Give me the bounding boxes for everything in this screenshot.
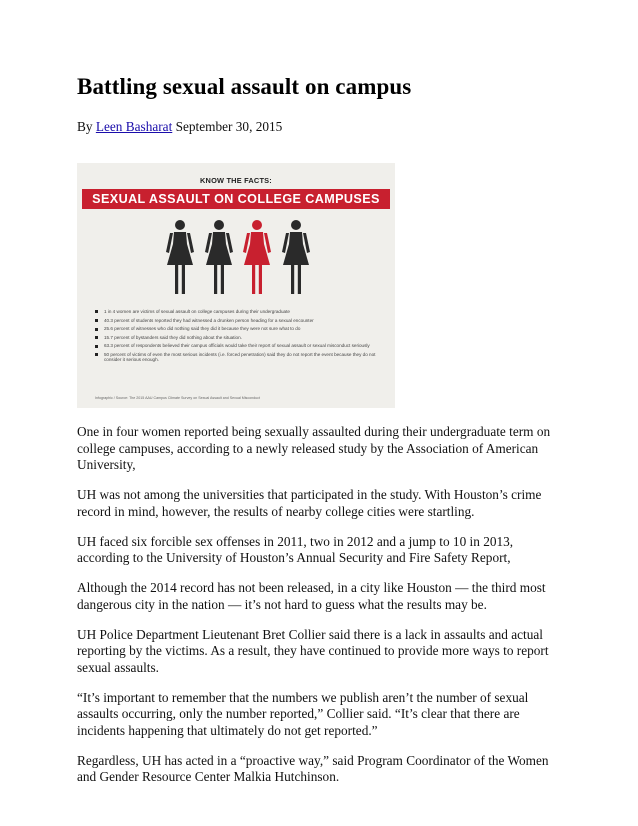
women-figures-illustration — [77, 219, 395, 299]
infographic-image — [77, 163, 395, 408]
paragraph: UH was not among the universities that participated in the study. With Houston’s crime record in mind, however, the results of nearby college cities were startling. — [77, 487, 542, 519]
paragraph: “It’s important to remember that the numbers we publish aren’t the number of sexual assaults occurring, only the number reported,” Collier said. “It’s clear that there are incidents happening that ultimately do not get reported.” — [77, 689, 529, 738]
fact-text: 15.7 percent of bystanders said they did nothing about the situation. — [104, 334, 242, 340]
paragraph: UH faced six forcible sex offenses in 2011, two in 2012 and a jump to 10 in 2013, according to the University of Houston’s Annual Security and Fire Safety Report, — [77, 533, 514, 566]
woman-figure-icon — [205, 220, 233, 294]
byline-prefix: By — [77, 119, 96, 134]
fact-item — [95, 343, 387, 348]
woman-figure-icon — [243, 220, 271, 294]
bullet-icon — [95, 336, 98, 339]
paragraph: One in four women reported being sexually assaulted during their undergraduate term on college campuses, according to a newly released study by the Association of American University, — [77, 424, 551, 473]
publish-date: September 30, 2015 — [172, 119, 283, 134]
fact-text: 1 in 4 women are victims of sexual assault on college campuses during their undergraduate — [104, 309, 290, 314]
paragraph: Regardless, UH has acted in a “proactive way,” said Program Coordinator of the Women and Gender Resource Center Malkia Hutchinson. — [77, 752, 549, 785]
paragraph: Although the 2014 record has not been released, in a city like Houston — the third most dangerous city in the nation — it’s not hard to guess what the results may be. — [77, 580, 546, 612]
paragraph: UH Police Department Lieutenant Bret Collier said there is a lack in assaults and actual reporting by the victims. As a result, they have continued to provide more ways to report sexual assaults. — [77, 626, 549, 675]
bullet-icon — [95, 353, 98, 356]
fact-item — [95, 318, 387, 323]
infographic-banner: SEXUAL ASSAULT ON COLLEGE CAMPUSES — [82, 189, 390, 209]
fact-item — [95, 309, 387, 314]
fact-text: 25.6 percent of witnesses who did nothing said they did it because they were not sure what to do — [104, 326, 301, 332]
article-body — [77, 424, 567, 799]
infographic-facts-list — [95, 309, 387, 366]
bullet-icon — [95, 310, 98, 313]
infographic-source: Infographic / Source: The 2015 AAU Campus Climate Survey on Sexual Assault and Sexual Misconduct — [95, 396, 260, 400]
byline — [77, 119, 282, 135]
fact-text: 50 percent of victims of even the most serious incidents (i.e. forced penetration) said they do not report the event because they do not consider it serious enough. — [104, 351, 376, 363]
fact-text: 40.3 percent of students reported they had witnessed a drunken person heading for a sexual encounter — [104, 317, 314, 323]
fact-text: 63.3 percent of respondents believed their campus officials would take their report of sexual assault or sexual misconduct seriously — [104, 343, 370, 349]
infographic-kicker: KNOW THE FACTS: — [200, 176, 272, 185]
fact-item — [95, 352, 387, 363]
fact-item — [95, 335, 387, 340]
bullet-icon — [95, 319, 98, 322]
woman-figure-icon — [282, 220, 310, 294]
fact-item — [95, 326, 387, 331]
bullet-icon — [95, 328, 98, 331]
article-title: Battling sexual assault on campus — [77, 74, 412, 99]
woman-figure-icon — [166, 220, 194, 294]
author-link[interactable]: Leen Basharat — [95, 119, 173, 134]
bullet-icon — [95, 345, 98, 348]
